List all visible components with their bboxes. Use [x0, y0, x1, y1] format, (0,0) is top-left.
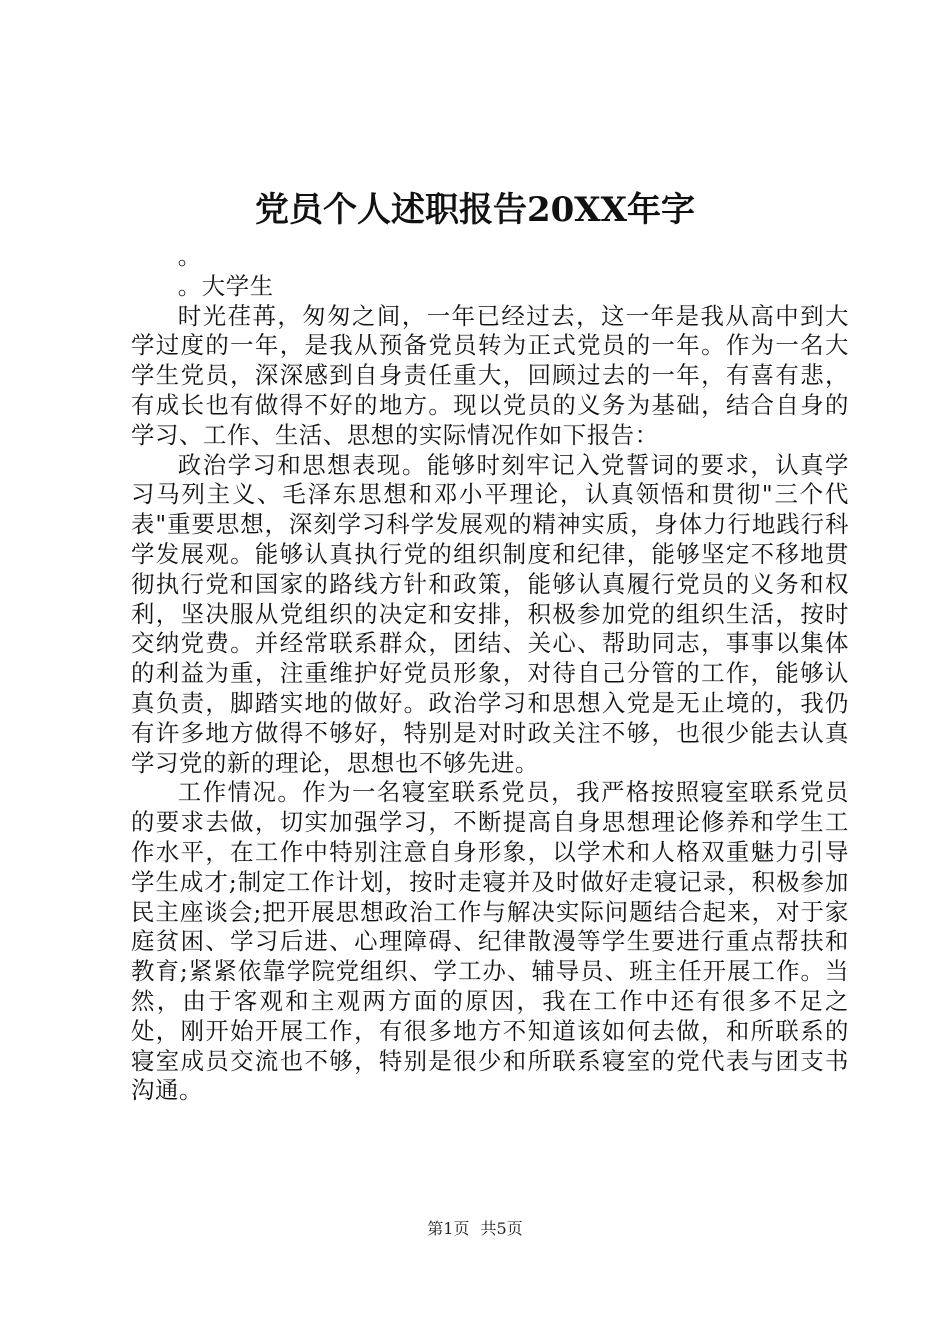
- page-footer: [0, 1218, 950, 1240]
- paragraph-work: 工作情况。作为一名寝室联系党员，我严格按照寝室联系党员的要求去做，切实加强学习，不断提高自身思想理论修养和学生工作水平，在工作中特别注意自身形象，以学术和人格双重魅力引导学生成才;制定工作计划，按时走寝并及时做好走寝记录，积极参加民主座谈会;把开展思想政治工作与解决实际问题结合起来，对于家庭贫困、学习后进、心理障碍、纪律散漫等学生要进行重点帮扶和教育;紧紧依靠学院党组织、学工办、辅导员、班主任开展工作。当然，由于客观和主观两方面的原因，我在工作中还有很多不足之处，刚开始开展工作，有很多地方不知道该如何去做，和所联系的寝室成员交流也不够，特别是很少和所联系寝室的党代表与团支书沟通。: [131, 778, 849, 1105]
- page-total: 共5页: [480, 1219, 523, 1238]
- page-number: 第1页: [427, 1219, 470, 1238]
- document-title: 党员个人述职报告20XX年字: [254, 190, 696, 230]
- paragraph-intro: 时光荏苒，匆匆之间，一年已经过去，这一年是我从高中到大学过度的一年，是我从预备党员转为正式党员的一年。作为一名大学生党员，深深感到自身责任重大，回顾过去的一年，有喜有悲，有成长也有做得不好的地方。现以党员的义务为基础，结合自身的学习、工作、生活、思想的实际情况作如下报告：: [131, 301, 849, 449]
- paragraph-mark-2: 。大学生: [177, 271, 274, 300]
- document-body: [131, 242, 849, 1106]
- paragraph-mark-1: 。: [177, 242, 202, 270]
- paragraph-political-study: 政治学习和思想表现。能够时刻牢记入党誓词的要求，认真学习马列主义、毛泽东思想和邓小平理论，认真领悟和贯彻"三个代表"重要思想，深刻学习科学发展观的精神实质，身体力行地践行科学发展观。能够认真执行党的组织制度和纪律，能够坚定不移地贯彻执行党和国家的路线方针和政策，能够认真履行党员的义务和权利，坚决服从党组织的决定和安排，积极参加党的组织生活，按时交纳党费。并经常联系群众，团结、关心、帮助同志，事事以集体的利益为重，注重维护好党员形象，对待自己分管的工作，能够认真负责，脚踏实地的做好。政治学习和思想入党是无止境的，我仍有许多地方做得不够好，特别是对时政关注不够，也很少能去认真学习党的新的理论，思想也不够先进。: [131, 450, 849, 777]
